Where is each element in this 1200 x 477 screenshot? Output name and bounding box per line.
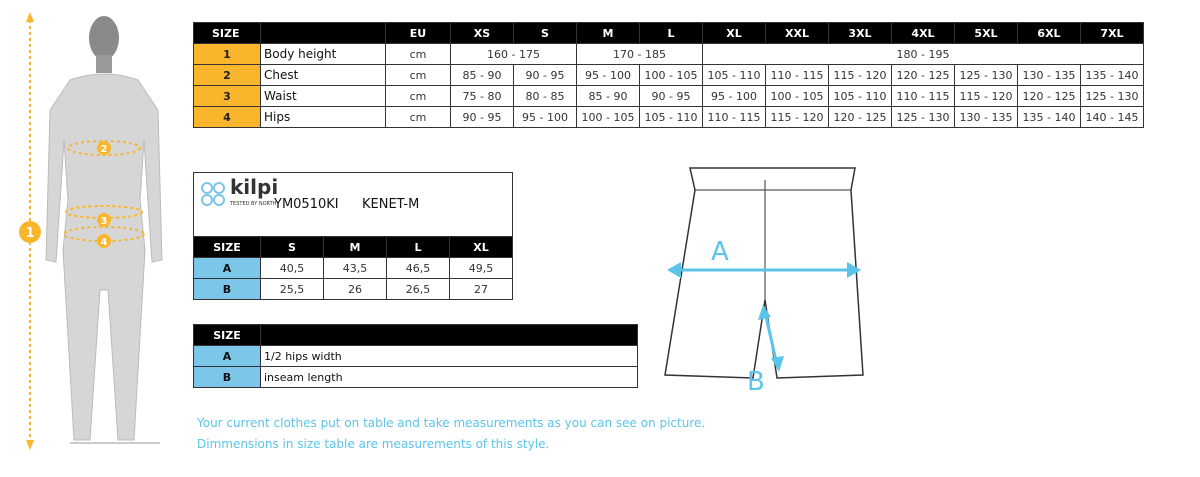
- header-cell: 3XL: [829, 23, 892, 44]
- instruction-note: Dimmensions in size table are measurements of this style.: [197, 437, 550, 451]
- product-size-table: [193, 236, 513, 300]
- table-cell: 49,5: [450, 258, 513, 279]
- row-label: Chest: [261, 65, 386, 86]
- table-cell: 85 - 90: [577, 86, 640, 107]
- table-cell: 100 - 105: [766, 86, 829, 107]
- row-label: Waist: [261, 86, 386, 107]
- unit-cell: cm: [386, 44, 451, 65]
- table-row: [194, 65, 1144, 86]
- row-label: Body height: [261, 44, 386, 65]
- svg-text:2: 2: [100, 144, 108, 155]
- label-a: A: [711, 237, 729, 267]
- header-cell: XL: [450, 237, 513, 258]
- header-cell: XS: [451, 23, 514, 44]
- table-cell: 110 - 115: [703, 107, 766, 128]
- table-cell: inseam length: [261, 367, 638, 388]
- header-cell: S: [261, 237, 324, 258]
- table-cell: 105 - 110: [829, 86, 892, 107]
- table-cell: 90 - 95: [451, 107, 514, 128]
- header-cell: M: [577, 23, 640, 44]
- table-cell: 26: [324, 279, 387, 300]
- table-cell: 125 - 130: [1081, 86, 1144, 107]
- table-cell: 140 - 145: [1081, 107, 1144, 128]
- unit-cell: cm: [386, 86, 451, 107]
- header-cell: 7XL: [1081, 23, 1144, 44]
- product-code: YM0510KI: [274, 197, 339, 212]
- table-row: [194, 367, 638, 388]
- table-row: [194, 258, 513, 279]
- row-label: A: [194, 346, 261, 367]
- table-cell: 120 - 125: [892, 65, 955, 86]
- table-cell: 100 - 105: [577, 107, 640, 128]
- label-b: B: [747, 367, 765, 395]
- table-cell: 180 - 195: [703, 44, 1144, 65]
- header-cell: 6XL: [1018, 23, 1081, 44]
- product-name: KENET-M: [362, 197, 420, 212]
- header-cell: [261, 23, 386, 44]
- row-number: 3: [194, 86, 261, 107]
- shorts-diagram: [655, 150, 875, 395]
- table-row: [194, 86, 1144, 107]
- table-cell: 90 - 95: [514, 65, 577, 86]
- table-cell: 90 - 95: [640, 86, 703, 107]
- table-cell: 120 - 125: [1018, 86, 1081, 107]
- table-cell: 110 - 115: [892, 86, 955, 107]
- header-cell: M: [324, 237, 387, 258]
- header-cell: 4XL: [892, 23, 955, 44]
- header-cell: L: [640, 23, 703, 44]
- row-label: A: [194, 258, 261, 279]
- table-cell: 40,5: [261, 258, 324, 279]
- row-number: 2: [194, 65, 261, 86]
- row-label: B: [194, 367, 261, 388]
- table-cell: 125 - 130: [892, 107, 955, 128]
- header-cell: L: [387, 237, 450, 258]
- table-cell: 100 - 105: [640, 65, 703, 86]
- table-header-row: [194, 23, 1144, 44]
- header-cell: 5XL: [955, 23, 1018, 44]
- header-cell: XL: [703, 23, 766, 44]
- table-cell: 27: [450, 279, 513, 300]
- table-cell: 26,5: [387, 279, 450, 300]
- header-cell: XXL: [766, 23, 829, 44]
- body-measurement-figure: [0, 0, 180, 460]
- table-cell: 105 - 110: [640, 107, 703, 128]
- header-cell: S: [514, 23, 577, 44]
- table-cell: 85 - 90: [451, 65, 514, 86]
- table-cell: 115 - 120: [766, 107, 829, 128]
- table-cell: 135 - 140: [1081, 65, 1144, 86]
- unit-cell: cm: [386, 107, 451, 128]
- table-cell: 115 - 120: [829, 65, 892, 86]
- table-cell: 125 - 130: [955, 65, 1018, 86]
- table-cell: 110 - 115: [766, 65, 829, 86]
- kilpi-logo-icon: [198, 179, 228, 209]
- product-header: [193, 172, 513, 237]
- header-cell: SIZE: [194, 325, 261, 346]
- table-cell: 130 - 135: [955, 107, 1018, 128]
- brand-tagline: TESTED BY NORTH: [230, 201, 277, 207]
- table-row: [194, 44, 1144, 65]
- table-cell: 105 - 110: [703, 65, 766, 86]
- header-cell: SIZE: [194, 23, 261, 44]
- table-cell: 25,5: [261, 279, 324, 300]
- table-cell: 135 - 140: [1018, 107, 1081, 128]
- table-cell: 95 - 100: [703, 86, 766, 107]
- table-row: [194, 346, 638, 367]
- table-cell: 43,5: [324, 258, 387, 279]
- table-cell: 75 - 80: [451, 86, 514, 107]
- svg-text:4: 4: [100, 237, 108, 248]
- table-cell: 80 - 85: [514, 86, 577, 107]
- body-size-table: [193, 22, 1144, 128]
- row-label: Hips: [261, 107, 386, 128]
- svg-text:1: 1: [25, 226, 35, 241]
- header-cell: SIZE: [194, 237, 261, 258]
- unit-cell: cm: [386, 65, 451, 86]
- measurement-legend-table: [193, 324, 638, 388]
- row-number: 1: [194, 44, 261, 65]
- table-cell: 130 - 135: [1018, 65, 1081, 86]
- header-cell: EU: [386, 23, 451, 44]
- table-cell: 1/2 hips width: [261, 346, 638, 367]
- table-cell: 120 - 125: [829, 107, 892, 128]
- table-cell: 46,5: [387, 258, 450, 279]
- row-label: B: [194, 279, 261, 300]
- instruction-note: Your current clothes put on table and take measurements as you can see on picture.: [197, 416, 706, 430]
- brand-logo-text: kilpi: [230, 175, 279, 199]
- table-cell: 95 - 100: [514, 107, 577, 128]
- svg-text:3: 3: [100, 216, 108, 227]
- table-cell: 160 - 175: [451, 44, 577, 65]
- table-row: [194, 107, 1144, 128]
- table-cell: 95 - 100: [577, 65, 640, 86]
- row-number: 4: [194, 107, 261, 128]
- table-row: [194, 279, 513, 300]
- table-cell: 115 - 120: [955, 86, 1018, 107]
- table-cell: 170 - 185: [577, 44, 703, 65]
